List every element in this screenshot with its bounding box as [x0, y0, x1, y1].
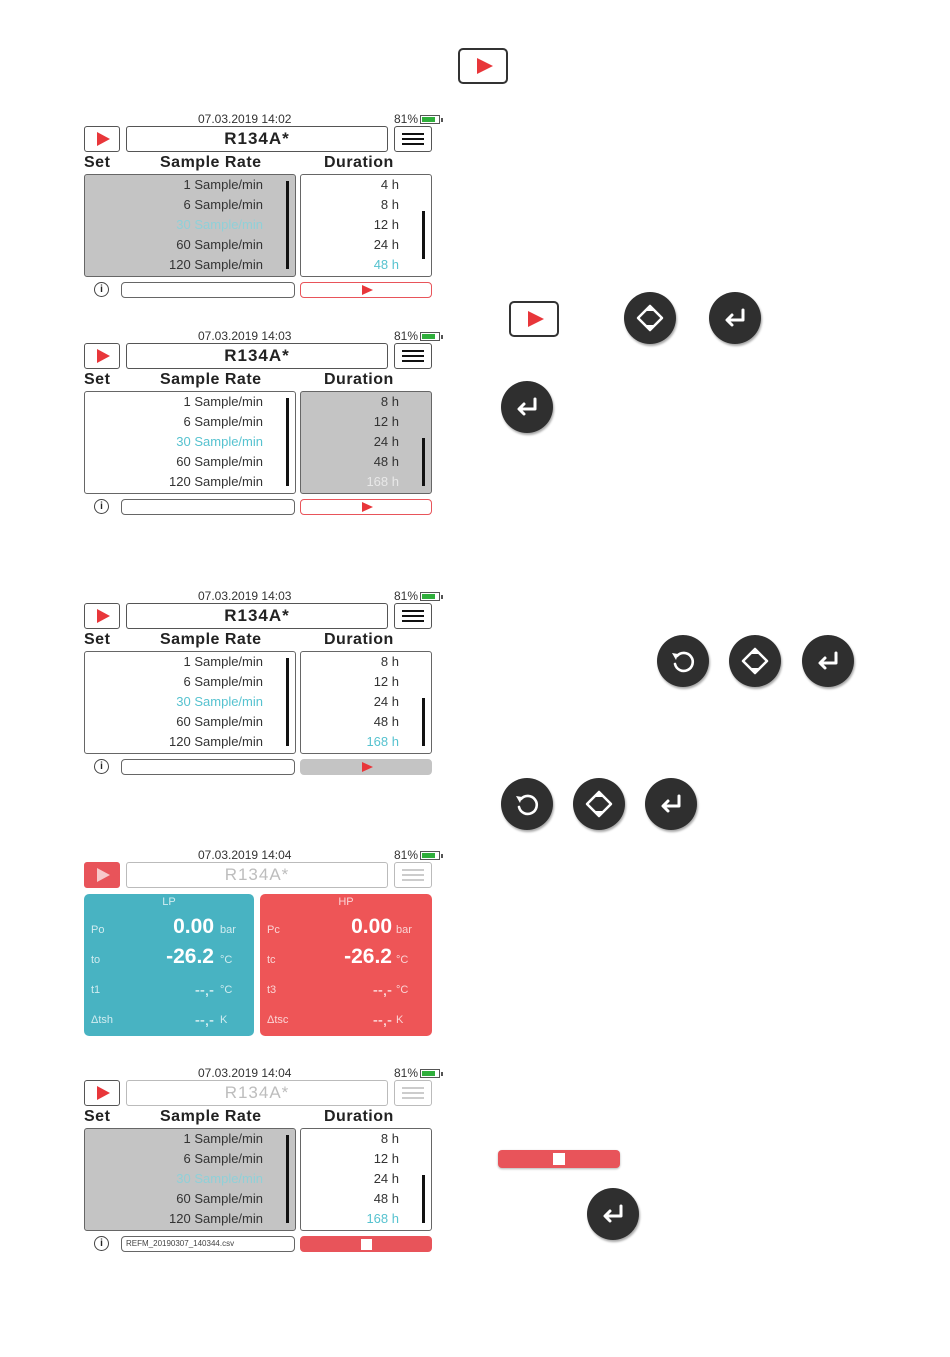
- duration-header: Duration: [324, 371, 394, 388]
- play-icon: [362, 502, 373, 512]
- stop-recording-button[interactable]: [300, 1236, 432, 1252]
- list-item[interactable]: 24 h: [373, 1171, 399, 1186]
- reading-unit: bar: [396, 924, 412, 936]
- sample-rate-header: Sample Rate: [160, 1108, 262, 1125]
- duration-list[interactable]: [300, 174, 432, 277]
- list-item[interactable]: 1 Sample/min: [183, 1131, 263, 1146]
- sample-rate-list[interactable]: [84, 651, 296, 754]
- enter-key[interactable]: [587, 1188, 639, 1240]
- battery-percent: 81%: [393, 112, 418, 126]
- record-button[interactable]: [84, 1080, 120, 1106]
- enter-key[interactable]: [709, 292, 761, 344]
- panel-title: LP: [162, 896, 176, 908]
- logging-setup-screen-3: [80, 589, 442, 781]
- reading-unit: °C: [220, 984, 233, 996]
- reading-row: [260, 914, 432, 940]
- footer: [80, 499, 442, 515]
- datetime: 07.03.2019 14:02: [198, 112, 292, 126]
- status-bar: [80, 112, 442, 126]
- duration-list[interactable]: [300, 651, 432, 754]
- reading-unit: bar: [220, 924, 236, 936]
- reading-value: --,-: [372, 1012, 392, 1029]
- list-item[interactable]: 120 Sample/min: [169, 734, 263, 749]
- datetime: 07.03.2019 14:04: [198, 1066, 292, 1080]
- reading-value: -26.2: [166, 945, 214, 968]
- reading-row: [260, 1004, 432, 1030]
- list-item[interactable]: 8 h: [380, 197, 399, 212]
- list-item[interactable]: 60 Sample/min: [176, 454, 263, 469]
- info-icon[interactable]: i: [94, 499, 109, 514]
- filename-field: [121, 759, 295, 775]
- low-pressure-panel: [84, 894, 254, 1036]
- menu-button[interactable]: [394, 603, 432, 629]
- reading-label: Po: [91, 924, 105, 936]
- list-item[interactable]: 168 h: [366, 474, 399, 489]
- high-pressure-panel: [260, 894, 432, 1036]
- refrigerant-field[interactable]: R134A*: [126, 343, 388, 369]
- record-button[interactable]: [84, 343, 120, 369]
- back-key[interactable]: [657, 635, 709, 687]
- battery-percent: 81%: [393, 589, 418, 603]
- datetime: 07.03.2019 14:03: [198, 589, 292, 603]
- play-key[interactable]: [458, 48, 508, 84]
- filename-field: REFM_20190307_140344.csv: [121, 1236, 295, 1252]
- reading-unit: K: [220, 1014, 228, 1026]
- logging-setup-screen-1: [80, 112, 442, 304]
- list-item[interactable]: 48 h: [373, 454, 399, 469]
- back-icon: [667, 645, 699, 677]
- info-icon[interactable]: i: [94, 282, 109, 297]
- scrollbar[interactable]: [422, 211, 425, 259]
- record-button[interactable]: [84, 126, 120, 152]
- measurement-screen: [80, 848, 442, 1044]
- sample-rate-header: Sample Rate: [160, 154, 262, 171]
- status-bar: [80, 848, 442, 862]
- play-icon: [97, 868, 110, 882]
- list-item[interactable]: 30 Sample/min: [176, 217, 263, 232]
- list-item[interactable]: 168 h: [366, 1211, 399, 1226]
- list-item[interactable]: 6 Sample/min: [183, 1151, 263, 1166]
- list-item[interactable]: 12 h: [373, 674, 399, 689]
- play-icon: [362, 762, 373, 772]
- record-button[interactable]: [84, 862, 120, 888]
- list-item[interactable]: 60 Sample/min: [176, 1191, 263, 1206]
- enter-key[interactable]: [645, 778, 697, 830]
- list-item[interactable]: 120 Sample/min: [169, 474, 263, 489]
- sample-rate-header: Sample Rate: [160, 631, 262, 648]
- start-recording-button[interactable]: [300, 282, 432, 298]
- list-item[interactable]: 4 h: [380, 177, 399, 192]
- battery-icon: [420, 592, 440, 601]
- reading-unit: °C: [396, 954, 409, 966]
- enter-icon: [719, 302, 751, 334]
- battery-icon: [420, 851, 440, 860]
- arrow-pad-key[interactable]: [729, 635, 781, 687]
- list-item[interactable]: 48 h: [373, 1191, 399, 1206]
- refrigerant-field[interactable]: R134A*: [126, 1080, 388, 1106]
- menu-button[interactable]: [394, 343, 432, 369]
- reading-label: to: [91, 954, 101, 966]
- menu-button[interactable]: [394, 126, 432, 152]
- battery-icon: [420, 1069, 440, 1078]
- duration-list[interactable]: [300, 391, 432, 494]
- reading-unit: K: [396, 1014, 404, 1026]
- list-item[interactable]: 1 Sample/min: [183, 654, 263, 669]
- arrow-pad-key[interactable]: [624, 292, 676, 344]
- enter-key[interactable]: [501, 381, 553, 433]
- list-item[interactable]: 48 h: [373, 257, 399, 272]
- start-recording-button[interactable]: [300, 499, 432, 515]
- sample-rate-list[interactable]: [84, 391, 296, 494]
- datetime: 07.03.2019 14:04: [198, 848, 292, 862]
- reading-label: t1: [91, 984, 101, 996]
- enter-icon: [812, 645, 844, 677]
- battery-icon: [420, 332, 440, 341]
- list-item[interactable]: 48 h: [373, 714, 399, 729]
- battery-percent: 81%: [393, 1066, 418, 1080]
- reading-row: [84, 944, 254, 970]
- list-item[interactable]: 120 Sample/min: [169, 1211, 263, 1226]
- duration-list[interactable]: [300, 1128, 432, 1231]
- list-item[interactable]: 24 h: [373, 694, 399, 709]
- battery-icon: [420, 115, 440, 124]
- refrigerant-field[interactable]: R134A*: [126, 603, 388, 629]
- info-icon[interactable]: i: [94, 759, 109, 774]
- menu-button[interactable]: [394, 862, 432, 888]
- datetime: 07.03.2019 14:03: [198, 329, 292, 343]
- scrollbar[interactable]: [286, 398, 289, 486]
- status-bar: [80, 1066, 442, 1080]
- list-item[interactable]: 30 Sample/min: [176, 694, 263, 709]
- status-bar: [80, 589, 442, 603]
- play-icon: [97, 609, 110, 623]
- filename-field: [121, 499, 295, 515]
- footer: [80, 759, 442, 775]
- list-item[interactable]: 168 h: [366, 734, 399, 749]
- list-item[interactable]: 24 h: [373, 434, 399, 449]
- arrow-pad-key[interactable]: [573, 778, 625, 830]
- scrollbar[interactable]: [286, 658, 289, 746]
- list-item[interactable]: 12 h: [373, 217, 399, 232]
- sample-rate-list[interactable]: [84, 174, 296, 277]
- stop-bar[interactable]: [498, 1150, 620, 1168]
- set-header: Set: [84, 1108, 111, 1125]
- scrollbar[interactable]: [286, 181, 289, 269]
- scrollbar[interactable]: [422, 438, 425, 486]
- battery-percent: 81%: [393, 848, 418, 862]
- footer: [80, 1236, 442, 1252]
- stop-icon: [361, 1239, 372, 1250]
- reading-label: Δtsc: [267, 1014, 289, 1026]
- list-item[interactable]: 60 Sample/min: [176, 237, 263, 252]
- list-item[interactable]: 8 h: [380, 654, 399, 669]
- sample-rate-list[interactable]: [84, 1128, 296, 1231]
- refrigerant-field[interactable]: R134A*: [126, 862, 388, 888]
- play-icon: [97, 349, 110, 363]
- logging-active-screen: [80, 1066, 442, 1258]
- reading-value: -26.2: [344, 945, 392, 968]
- reading-label: tc: [267, 954, 276, 966]
- reading-value: --,-: [372, 982, 392, 999]
- arrow-pad-icon: [739, 645, 771, 677]
- list-item[interactable]: 120 Sample/min: [169, 257, 263, 272]
- reading-unit: °C: [396, 984, 409, 996]
- list-item[interactable]: 12 h: [373, 414, 399, 429]
- panel-title: HP: [338, 896, 354, 908]
- reading-value: 0.00: [351, 915, 392, 938]
- duration-header: Duration: [324, 631, 394, 648]
- logging-setup-screen-2: [80, 329, 442, 521]
- enter-icon: [511, 391, 543, 423]
- list-item[interactable]: 24 h: [373, 237, 399, 252]
- list-item[interactable]: 60 Sample/min: [176, 714, 263, 729]
- back-key[interactable]: [501, 778, 553, 830]
- list-item[interactable]: 30 Sample/min: [176, 1171, 263, 1186]
- reading-value: --,-: [194, 982, 214, 999]
- play-icon: [97, 132, 110, 146]
- scrollbar[interactable]: [422, 1175, 425, 1223]
- scrollbar[interactable]: [422, 698, 425, 746]
- enter-icon: [597, 1198, 629, 1230]
- filename-field: [121, 282, 295, 298]
- scrollbar[interactable]: [286, 1135, 289, 1223]
- list-item[interactable]: 12 h: [373, 1151, 399, 1166]
- arrow-pad-icon: [583, 788, 615, 820]
- sample-rate-header: Sample Rate: [160, 371, 262, 388]
- reading-label: Pc: [267, 924, 280, 936]
- reading-row: [84, 974, 254, 1000]
- battery-percent: 81%: [393, 329, 418, 343]
- list-item[interactable]: 8 h: [380, 1131, 399, 1146]
- set-header: Set: [84, 631, 111, 648]
- play-key[interactable]: [509, 301, 559, 337]
- set-header: Set: [84, 154, 111, 171]
- play-icon: [477, 58, 493, 74]
- reading-row: [84, 914, 254, 940]
- list-item[interactable]: 30 Sample/min: [176, 434, 263, 449]
- list-item[interactable]: 6 Sample/min: [183, 197, 263, 212]
- duration-header: Duration: [324, 154, 394, 171]
- reading-unit: °C: [220, 954, 233, 966]
- list-item[interactable]: 6 Sample/min: [183, 414, 263, 429]
- duration-header: Duration: [324, 1108, 394, 1125]
- list-item[interactable]: 1 Sample/min: [183, 394, 263, 409]
- footer: [80, 282, 442, 298]
- reading-row: [260, 944, 432, 970]
- play-icon: [97, 1086, 110, 1100]
- reading-row: [260, 974, 432, 1000]
- menu-button[interactable]: [394, 1080, 432, 1106]
- list-item[interactable]: 8 h: [380, 394, 399, 409]
- reading-value: --,-: [194, 1012, 214, 1029]
- reading-label: t3: [267, 984, 277, 996]
- reading-label: Δtsh: [91, 1014, 114, 1026]
- play-icon: [528, 311, 544, 327]
- set-header: Set: [84, 371, 111, 388]
- start-recording-button[interactable]: [300, 759, 432, 775]
- list-item[interactable]: 6 Sample/min: [183, 674, 263, 689]
- reading-value: 0.00: [173, 915, 214, 938]
- stop-icon: [553, 1153, 565, 1165]
- play-icon: [362, 285, 373, 295]
- list-item[interactable]: 1 Sample/min: [183, 177, 263, 192]
- enter-key[interactable]: [802, 635, 854, 687]
- status-bar: [80, 329, 442, 343]
- reading-row: [84, 1004, 254, 1030]
- back-icon: [511, 788, 543, 820]
- refrigerant-field[interactable]: R134A*: [126, 126, 388, 152]
- info-icon[interactable]: i: [94, 1236, 109, 1251]
- enter-icon: [655, 788, 687, 820]
- record-button[interactable]: [84, 603, 120, 629]
- arrow-pad-icon: [634, 302, 666, 334]
